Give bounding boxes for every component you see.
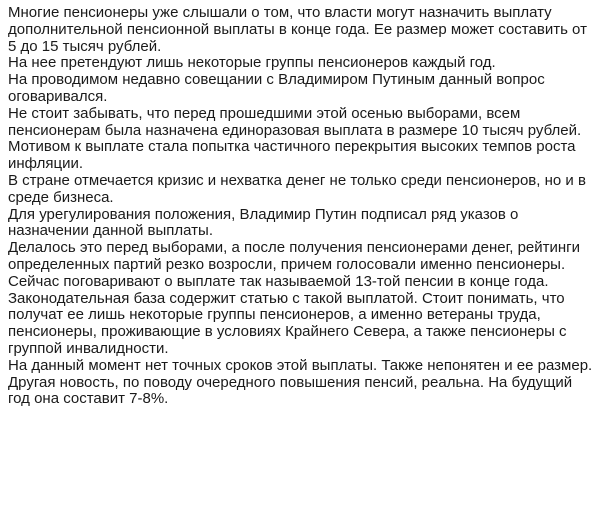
paragraph: На проводимом недавно совещании с Владимиром Путиным данный вопрос оговаривался. xyxy=(8,71,545,105)
paragraph: Делалось это перед выборами, а после получения пенсионерами денег, рейтинги определенных партий резко возросли, причем голосовали именно пенсионеры. xyxy=(8,239,581,273)
paragraph: На нее претендуют лишь некоторые группы пенсионеров каждый год. xyxy=(8,54,496,72)
paragraph: Другая новость, по поводу очередного повышения пенсий, реальна. На будущий год она составит 7-8%. xyxy=(8,373,573,408)
paragraph: Сейчас поговаривают о выплате так называемой 13-той пенсии в конце года. Законодательная база содержит статью с такой выплатой. Стоит понимать, что получат ее лишь некоторые группы пенсионеров, а именно ветераны труда, пенсионеры, проживающие в условиях Крайнего Севера, а также пенсионеры с группой инвалидности. xyxy=(8,272,567,357)
paragraph: В стране отмечается кризис и нехватка денег не только среди пенсионеров, но и в среде бизнеса. xyxy=(8,171,586,206)
paragraph: Для урегулирования положения, Владимир Путин подписал ряд указов о назначении данной выплаты. xyxy=(8,205,519,240)
paragraph: Мотивом к выплате стала попытка частичного перекрытия высоких темпов роста инфляции. xyxy=(8,138,576,173)
paragraph: Не стоит забывать, что перед прошедшими этой осенью выборами, всем пенсионерам была назначена единоразовая выплата в размере 10 тысяч рублей. xyxy=(8,104,582,139)
paragraph: На данный момент нет точных сроков этой выплаты. Также непонятен и ее размер. xyxy=(8,356,593,374)
paragraph: Многие пенсионеры уже слышали о том, что власти могут назначить выплату дополнительной пенсионной выплаты в конце года. Ее размер может составить от 5 до 15 тысяч рублей. xyxy=(8,4,587,55)
